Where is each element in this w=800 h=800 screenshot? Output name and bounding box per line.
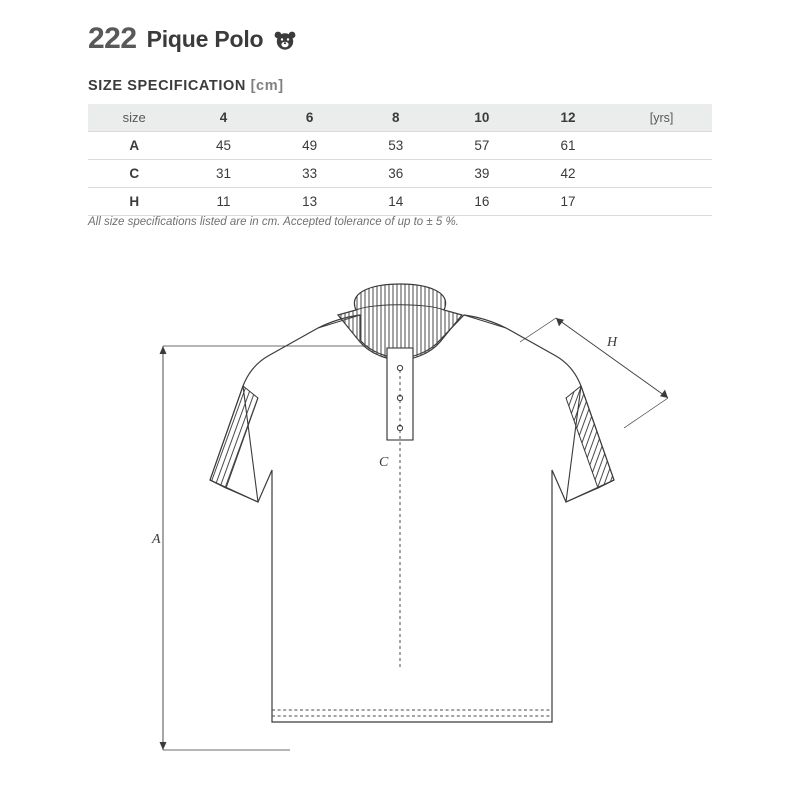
cell-c-10: 39 bbox=[474, 166, 490, 181]
cell-h-6: 13 bbox=[302, 194, 318, 209]
cell-a-8: 53 bbox=[388, 138, 404, 153]
table-header-row bbox=[88, 104, 712, 132]
cell-c-unit bbox=[611, 160, 712, 188]
row-label-a: A bbox=[129, 138, 140, 153]
cell-a-10: 57 bbox=[474, 138, 490, 153]
tolerance-note: All size specifications listed are in cm. Accepted tolerance of up to ± 5 %. bbox=[88, 216, 459, 228]
style-number: 222 bbox=[88, 22, 137, 55]
header-size-4: 4 bbox=[180, 104, 266, 132]
spec-title bbox=[88, 78, 284, 94]
spec-title-text: SIZE SPECIFICATION bbox=[88, 78, 246, 94]
cell-c-6: 33 bbox=[302, 166, 318, 181]
header-size-12: 12 bbox=[525, 104, 611, 132]
cell-a-12: 61 bbox=[560, 138, 576, 153]
row-label-c: C bbox=[129, 166, 140, 181]
size-specification-table bbox=[88, 104, 712, 216]
dimension-c-label: C bbox=[379, 455, 389, 470]
dimension-h-label: H bbox=[607, 335, 618, 350]
table-row bbox=[88, 160, 712, 188]
cell-h-8: 14 bbox=[388, 194, 404, 209]
bear-icon bbox=[273, 30, 297, 52]
header-size-label: size bbox=[88, 104, 180, 132]
header-unit-years: [yrs] bbox=[611, 104, 712, 132]
cell-h-12: 17 bbox=[560, 194, 576, 209]
header-size-8: 8 bbox=[353, 104, 439, 132]
header-size-10: 10 bbox=[439, 104, 525, 132]
cell-a-unit bbox=[611, 132, 712, 160]
cell-h-4: 11 bbox=[216, 194, 231, 209]
cell-c-12: 42 bbox=[560, 166, 576, 181]
table-row bbox=[88, 188, 712, 216]
dimension-a-label: A bbox=[152, 532, 161, 547]
style-name: Pique Polo bbox=[146, 25, 264, 52]
header-size-6: 6 bbox=[267, 104, 353, 132]
polo-diagram-svg bbox=[0, 270, 800, 790]
technical-drawing bbox=[0, 270, 800, 790]
cell-a-6: 49 bbox=[302, 138, 318, 153]
spec-title-unit: [cm] bbox=[250, 78, 284, 94]
row-label-h: H bbox=[129, 194, 140, 209]
cell-c-8: 36 bbox=[388, 166, 404, 181]
cell-h-10: 16 bbox=[474, 194, 490, 209]
cell-h-unit bbox=[611, 188, 712, 216]
cell-c-4: 31 bbox=[215, 166, 232, 181]
product-header bbox=[88, 22, 297, 56]
cell-a-4: 45 bbox=[215, 138, 232, 153]
table-row bbox=[88, 132, 712, 160]
